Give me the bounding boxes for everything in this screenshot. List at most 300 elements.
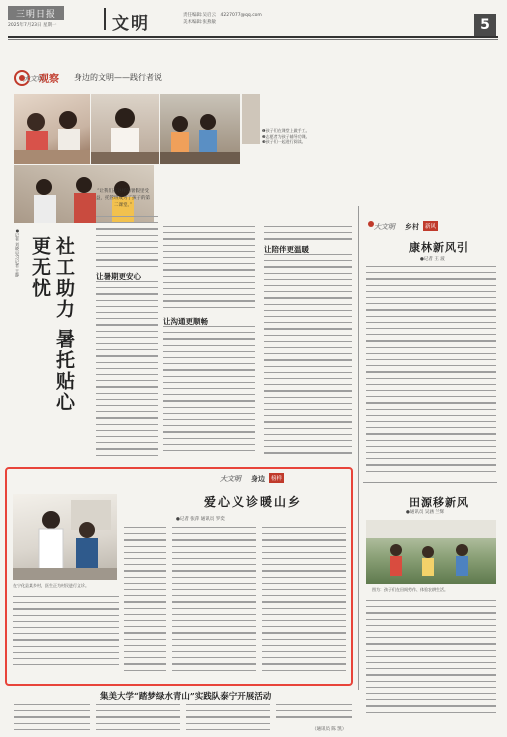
- text-line: [264, 297, 352, 298]
- text-line: [172, 539, 256, 540]
- text-line: [163, 345, 255, 346]
- text-line: [264, 285, 352, 286]
- text-line: [96, 216, 158, 217]
- feature-brand-b: 观察: [39, 74, 59, 85]
- text-line: [262, 595, 346, 596]
- text-line: [124, 564, 166, 565]
- text-line: [124, 527, 166, 528]
- text-line: [366, 402, 496, 403]
- text-line: [264, 266, 352, 267]
- right-bottom-byline: ●通讯员 吴涵 兰辉: [406, 510, 445, 515]
- editors-info: [183, 12, 262, 26]
- text-line: [366, 464, 496, 465]
- text-line: [163, 394, 255, 395]
- text-line: [13, 639, 119, 640]
- text-line: [172, 595, 256, 596]
- text-line: [124, 558, 166, 559]
- text-line: [366, 471, 496, 472]
- text-line: [262, 620, 346, 621]
- highlight-col-3: [262, 527, 346, 672]
- text-line: [366, 637, 496, 638]
- text-line: [13, 633, 119, 634]
- text-line: [262, 632, 346, 633]
- bottom-col-2: [96, 704, 180, 734]
- text-line: [186, 723, 270, 724]
- text-line: [276, 716, 352, 717]
- text-line: [264, 403, 352, 404]
- text-line: [366, 390, 496, 391]
- text-line: [262, 601, 346, 602]
- text-line: [366, 322, 496, 323]
- text-line: [124, 539, 166, 540]
- text-line: [186, 716, 270, 717]
- text-line: [96, 259, 158, 260]
- text-line: [264, 291, 352, 292]
- text-line: [264, 372, 352, 373]
- right-top-brand-a: 大文明: [374, 223, 395, 231]
- feature-title: 社工助力 暑托贴心更无忧: [29, 236, 75, 413]
- text-line: [96, 331, 158, 332]
- text-line: [366, 668, 496, 669]
- text-line: [366, 440, 496, 441]
- text-line: [163, 351, 255, 352]
- text-line: [366, 365, 496, 366]
- right-bottom-body: [366, 600, 496, 718]
- text-line: [366, 625, 496, 626]
- text-line: [124, 651, 166, 652]
- text-line: [262, 651, 346, 652]
- issue-date: 2025年7月23日 星期一: [8, 23, 57, 28]
- text-line: [366, 643, 496, 644]
- text-line: [13, 652, 119, 653]
- text-line: [262, 570, 346, 571]
- text-line: [366, 303, 496, 304]
- text-line: [14, 710, 90, 711]
- text-line: [366, 687, 496, 688]
- bottom-story-byline: （通讯员 陈 凯）: [312, 727, 347, 732]
- text-line: [96, 362, 158, 363]
- text-line: [163, 257, 255, 258]
- text-line: [96, 442, 158, 443]
- text-line: [172, 564, 256, 565]
- text-line: [172, 577, 256, 578]
- text-line: [96, 380, 158, 381]
- text-line: [366, 433, 496, 434]
- header-rule-thin: [8, 39, 498, 40]
- text-line: [163, 282, 255, 283]
- text-line: [13, 658, 119, 659]
- text-line: [163, 413, 255, 414]
- text-line: [172, 601, 256, 602]
- feature-quote: “让我们在这样的暑假里受益，托管班成为了孩子的第二课堂。”: [96, 189, 150, 208]
- text-line: [264, 446, 352, 447]
- text-line: [96, 436, 158, 437]
- text-line: [264, 238, 352, 239]
- text-line: [264, 260, 352, 261]
- text-line: [124, 595, 166, 596]
- caption-line-3: ❸孩子们一起进行阅读。: [262, 139, 306, 144]
- text-line: [264, 353, 352, 354]
- text-line: [13, 646, 119, 647]
- text-line: [163, 376, 255, 377]
- text-line: [262, 670, 346, 671]
- text-line: [172, 570, 256, 571]
- right-top-brand-c: 新风: [423, 221, 438, 231]
- text-line: [264, 322, 352, 323]
- text-line: [14, 704, 90, 705]
- text-line: [96, 368, 158, 369]
- text-line: [172, 663, 256, 664]
- text-line: [163, 357, 255, 358]
- bottom-story-title: 集美大学“踏梦绿水青山”实践队泰宁开展活动: [100, 692, 272, 702]
- designer-line: 美术编辑:张燕敏: [183, 20, 217, 25]
- header-rule: [8, 36, 498, 38]
- text-line: [264, 428, 352, 429]
- text-line: [366, 409, 496, 410]
- text-line: [262, 657, 346, 658]
- text-line: [264, 397, 352, 398]
- text-line: [366, 681, 496, 682]
- text-line: [172, 614, 256, 615]
- right-top-title: 康林新风引: [409, 241, 469, 254]
- text-line: [96, 266, 158, 267]
- text-line: [163, 369, 255, 370]
- text-line: [264, 254, 352, 255]
- text-line: [262, 577, 346, 578]
- right-top-byline: ●记者 王 波: [420, 257, 445, 262]
- text-line: [366, 266, 496, 267]
- text-line: [264, 341, 352, 342]
- text-line: [276, 710, 352, 711]
- text-line: [163, 307, 255, 308]
- highlight-col-0: [13, 596, 119, 672]
- text-line: [262, 527, 346, 528]
- text-line: [96, 393, 158, 394]
- right-top-brand-b: 乡村: [405, 223, 419, 231]
- text-line: [163, 438, 255, 439]
- text-line: [262, 589, 346, 590]
- page-number-badge: 5: [474, 14, 496, 36]
- feature-byline: ●记者 刘晓 见习记者 王静: [15, 228, 20, 277]
- text-line: [13, 596, 119, 597]
- highlight-title: 爱心义诊暖山乡: [204, 495, 303, 509]
- text-line: [124, 639, 166, 640]
- text-line: [366, 705, 496, 706]
- text-line: [124, 552, 166, 553]
- text-line: [96, 411, 158, 412]
- text-line: [172, 645, 256, 646]
- text-line: [262, 639, 346, 640]
- text-line: [262, 546, 346, 547]
- text-line: [96, 355, 158, 356]
- text-line: [172, 632, 256, 633]
- reading-photo: [160, 94, 240, 164]
- text-line: [96, 374, 158, 375]
- text-line: [366, 272, 496, 273]
- text-line: [96, 343, 158, 344]
- editor-line: 责任编辑:吴启云 4227077@qq.com: [183, 13, 262, 18]
- text-line: [264, 279, 352, 280]
- text-line: [13, 615, 119, 616]
- text-line: [172, 583, 256, 584]
- text-line: [13, 602, 119, 603]
- text-line: [96, 281, 158, 282]
- text-line: [264, 378, 352, 379]
- text-line: [124, 589, 166, 590]
- text-line: [96, 349, 158, 350]
- text-line: [124, 614, 166, 615]
- column-divider: [358, 206, 359, 690]
- feature-subhead-2: 让沟通更顺畅: [163, 317, 208, 326]
- right-top-body: [366, 266, 496, 478]
- text-line: [262, 533, 346, 534]
- text-line: [124, 546, 166, 547]
- text-line: [366, 328, 496, 329]
- feature-col-3: [264, 254, 352, 458]
- text-line: [96, 386, 158, 387]
- text-line: [366, 446, 496, 447]
- text-line: [172, 589, 256, 590]
- text-line: [264, 415, 352, 416]
- highlight-photo-caption: 在宁化县某乡村，医生正为村民进行义诊。: [13, 583, 89, 588]
- feature-photo-captions: [262, 128, 352, 145]
- text-line: [163, 425, 255, 426]
- text-line: [264, 384, 352, 385]
- feature-subtitle: 身边的文明——践行者说: [74, 73, 162, 82]
- text-line: [163, 276, 255, 277]
- text-line: [163, 232, 255, 233]
- text-line: [264, 273, 352, 274]
- text-line: [96, 710, 180, 711]
- text-line: [14, 723, 90, 724]
- highlight-brand-c: 榜样: [269, 473, 284, 483]
- text-line: [366, 631, 496, 632]
- text-line: [366, 316, 496, 317]
- text-line: [124, 632, 166, 633]
- text-line: [276, 704, 352, 705]
- text-line: [366, 371, 496, 372]
- text-line: [13, 608, 119, 609]
- newspaper-logo: 三明日报: [8, 6, 64, 20]
- text-line: [366, 606, 496, 607]
- text-line: [96, 455, 158, 456]
- text-line: [264, 328, 352, 329]
- text-line: [163, 263, 255, 264]
- feature-photo-2: [91, 94, 159, 164]
- masthead-divider: [104, 8, 106, 30]
- text-line: [124, 533, 166, 534]
- text-line: [366, 612, 496, 613]
- text-line: [262, 552, 346, 553]
- text-line: [163, 400, 255, 401]
- text-line: [96, 247, 158, 248]
- text-line: [264, 452, 352, 453]
- text-line: [96, 287, 158, 288]
- text-line: [96, 729, 180, 730]
- text-line: [172, 546, 256, 547]
- text-line: [366, 427, 496, 428]
- text-line: [366, 421, 496, 422]
- text-line: [163, 245, 255, 246]
- text-line: [13, 621, 119, 622]
- text-line: [262, 558, 346, 559]
- text-line: [13, 664, 119, 665]
- text-line: [264, 359, 352, 360]
- text-line: [124, 663, 166, 664]
- text-line: [124, 583, 166, 584]
- text-line: [124, 626, 166, 627]
- bottom-col-4: [276, 704, 352, 724]
- text-line: [264, 347, 352, 348]
- text-line: [172, 620, 256, 621]
- text-line: [96, 293, 158, 294]
- text-line: [163, 326, 255, 327]
- text-line: [96, 430, 158, 431]
- text-line: [124, 657, 166, 658]
- text-line: [366, 297, 496, 298]
- text-line: [163, 251, 255, 252]
- feature-col-3-top: [264, 226, 352, 242]
- text-line: [262, 645, 346, 646]
- highlight-byline: ●记者 张萍 通讯员 罗奕: [176, 517, 225, 522]
- text-line: [366, 309, 496, 310]
- text-line: [124, 577, 166, 578]
- text-line: [172, 552, 256, 553]
- text-line: [172, 639, 256, 640]
- text-line: [96, 424, 158, 425]
- text-line: [264, 304, 352, 305]
- text-line: [262, 564, 346, 565]
- text-line: [366, 291, 496, 292]
- text-line: [264, 335, 352, 336]
- text-line: [96, 704, 180, 705]
- highlight-col-2: [172, 527, 256, 672]
- text-line: [96, 417, 158, 418]
- text-line: [262, 539, 346, 540]
- text-line: [264, 226, 352, 227]
- text-line: [186, 704, 270, 705]
- text-line: [264, 310, 352, 311]
- text-line: [262, 583, 346, 584]
- caption-line-2: ❷志愿者为孩子辅导功课。: [262, 133, 310, 139]
- text-line: [96, 723, 180, 724]
- text-line: [163, 288, 255, 289]
- text-line: [96, 318, 158, 319]
- text-line: [366, 378, 496, 379]
- text-line: [366, 353, 496, 354]
- text-line: [172, 626, 256, 627]
- text-line: [366, 662, 496, 663]
- text-line: [262, 663, 346, 664]
- text-line: [163, 388, 255, 389]
- text-line: [96, 300, 158, 301]
- text-line: [96, 312, 158, 313]
- highlight-brand-b: 身边: [251, 475, 265, 483]
- text-line: [163, 238, 255, 239]
- text-line: [264, 232, 352, 233]
- farm-field-photo: [366, 520, 496, 584]
- text-line: [172, 533, 256, 534]
- text-line: [96, 448, 158, 449]
- text-line: [366, 278, 496, 279]
- text-line: [163, 269, 255, 270]
- feature-subhead-3: 让陪伴更温暖: [264, 245, 309, 254]
- text-line: [366, 334, 496, 335]
- text-line: [264, 316, 352, 317]
- text-line: [262, 626, 346, 627]
- text-line: [366, 384, 496, 385]
- feature-col-2-top: [163, 226, 255, 314]
- text-line: [163, 450, 255, 451]
- caption-line-1: ❶孩子们在课堂上做手工。: [262, 128, 310, 133]
- text-line: [366, 415, 496, 416]
- text-line: [366, 452, 496, 453]
- text-line: [124, 608, 166, 609]
- highlight-brand-a: 大文明: [220, 475, 241, 483]
- feature-brand-a: 大文明: [23, 75, 44, 83]
- text-line: [96, 228, 158, 229]
- text-line: [186, 729, 270, 730]
- feature-photo-3: [160, 94, 240, 164]
- text-line: [96, 324, 158, 325]
- right-bottom-photo: [366, 520, 496, 584]
- text-line: [124, 670, 166, 671]
- text-line: [163, 407, 255, 408]
- text-line: [172, 527, 256, 528]
- bottom-col-1: [14, 704, 90, 734]
- text-line: [186, 710, 270, 711]
- section-title: 文明: [112, 14, 150, 34]
- text-line: [366, 458, 496, 459]
- text-line: [13, 627, 119, 628]
- text-line: [264, 409, 352, 410]
- feature-subhead-1: 让暑期更安心: [96, 272, 141, 281]
- feature-col-1-top: [96, 216, 158, 268]
- text-line: [96, 222, 158, 223]
- feature-col-2: [163, 326, 255, 458]
- text-line: [366, 656, 496, 657]
- text-line: [14, 716, 90, 717]
- text-line: [366, 699, 496, 700]
- text-line: [124, 645, 166, 646]
- text-line: [96, 405, 158, 406]
- children-photo: [14, 94, 90, 164]
- highlight-col-1: [124, 527, 166, 672]
- text-line: [264, 421, 352, 422]
- text-line: [366, 712, 496, 713]
- text-line: [124, 620, 166, 621]
- text-line: [163, 444, 255, 445]
- text-line: [366, 347, 496, 348]
- text-line: [96, 241, 158, 242]
- text-line: [366, 340, 496, 341]
- text-line: [96, 253, 158, 254]
- text-line: [124, 601, 166, 602]
- text-line: [163, 338, 255, 339]
- right-section-divider: [363, 482, 497, 483]
- text-line: [96, 337, 158, 338]
- text-line: [163, 363, 255, 364]
- text-line: [366, 600, 496, 601]
- text-line: [163, 294, 255, 295]
- text-line: [366, 693, 496, 694]
- text-line: [264, 440, 352, 441]
- text-line: [172, 558, 256, 559]
- text-line: [264, 390, 352, 391]
- medical-clinic-photo: [13, 494, 117, 580]
- text-line: [96, 306, 158, 307]
- right-bottom-photo-caption: 图为：孩子们在田间劳作、体验农耕生活。: [372, 587, 448, 592]
